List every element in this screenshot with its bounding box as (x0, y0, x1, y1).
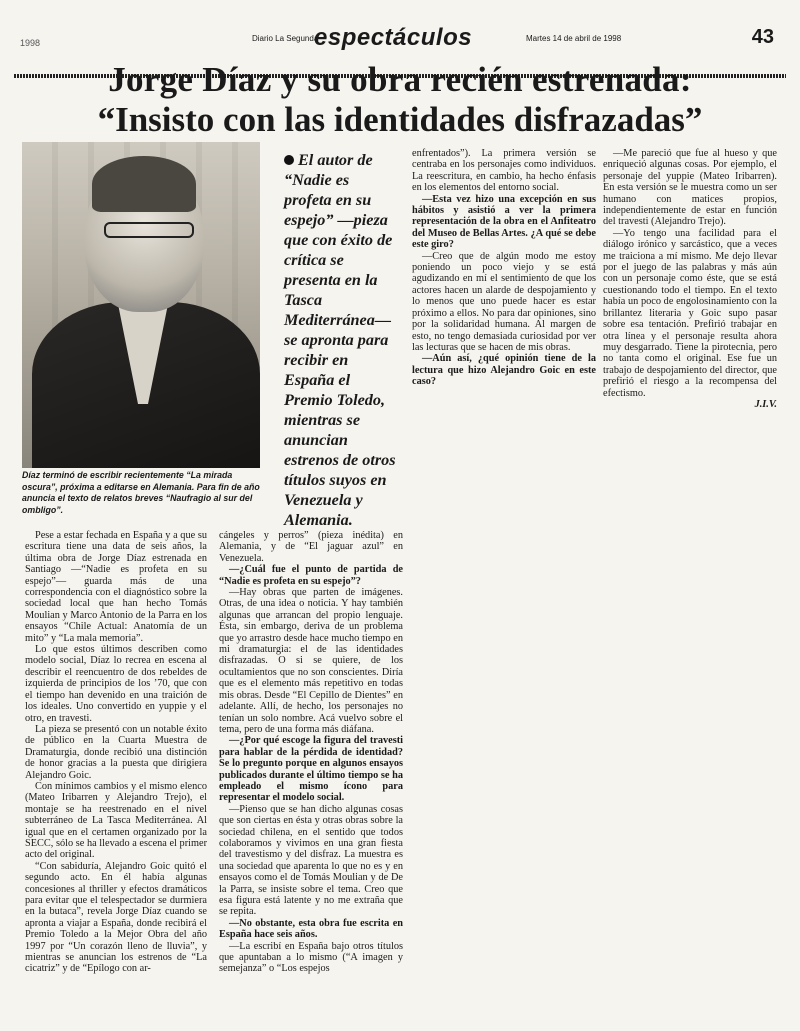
paragraph: La pieza se presentó con un notable éxito de público en la Cuarta Muestra de Dramaturgia, donde recibió una distinción de honor gracias a la puesta que dirigiera Alejandro Goic. (25, 723, 207, 781)
newspaper-name: Diario La Segunda (252, 34, 319, 43)
paragraph: Con mínimos cambios y el mismo elenco (Mateo Iribarren y Alejandro Trejo), el montaje se ha reestrenado en el nivel subterráneo de La Tasca Mediterránea. Al igual que en el certamen organizado por la SECC, sólo se ha llevado a escena el primer acto del original. (25, 780, 207, 861)
interview-question: —No obstante, esta obra fue escrita en España hace seis años. (219, 917, 403, 941)
photo-hair (92, 156, 196, 212)
author-signature: J.I.V. (754, 398, 777, 410)
text-column-3 (412, 148, 596, 388)
text-column-1 (25, 530, 207, 975)
header-left-mark: 1998 (20, 38, 41, 48)
paragraph: —Creo que de algún modo me estoy poniendo un poco viejo y se está agudizando en mí el sentimiento de que los actores hacen un alarde de despojamiento y lo menos que uno puede hacer es estar próximo a ellos. No para dar opiniones, sino por la solidaridad humana. Al margen de esto, no tengo demasiada curiosidad por ver las lecturas que se hacen de mis obras. (412, 250, 596, 353)
interview-question: —¿Cuál fue el punto de partida de “Nadie es profeta en su espejo”? (219, 564, 403, 587)
paragraph: —La escribí en España bajo otros títulos que apuntaban a lo mismo (“A imagen y semejanza” o “Los espejos (219, 940, 403, 975)
paragraph: cángeles y perros” (pieza inédita) en Alemania, y de “El jaguar azul” en Venezuela. (219, 530, 403, 564)
author-photo (22, 142, 260, 468)
headline (14, 60, 786, 140)
photo-caption: Díaz terminó de escribir recientemente “La mirada oscura”, próxima a editarse en Alemania. Para fin de año anuncia el texto de relatos breves “Naufragio al sur del ombligo”. (22, 470, 260, 515)
paragraph: Pese a estar fechada en España y a que su escritura tiene una data de seis años, la última obra de Jorge Díaz estrenada en Santiago —“Nadie es profeta en su espejo”— guarda más de una correspondencia con el diagnóstico sobre la sociedad local que han hecho Tomás Moulian y Marco Antonio de la Parra en los ensayos “Chile Actual: Anatomía de un mito” y “La mala memoria”. (25, 530, 207, 644)
section-title: espectáculos (314, 24, 473, 51)
interview-question: —¿Por qué escoge la figura del travesti para hablar de la pérdida de identidad? Se lo pregunto porque en algunos ensayos publicados durante el último tiempo se ha empleado el mismo ícono para representar el modelo social. (219, 735, 403, 804)
paragraph: Lo que estos últimos describen como modelo social, Díaz lo recrea en escena al describir el reencuentro de dos rebeldes de izquierda de principios de los ’70, que con el tiempo han devenido en una traición de los ideales. Uno convertido en yuppie y el otro, en travesti. (25, 644, 207, 724)
paragraph: —Me pareció que fue al hueso y que enriqueció algunas cosas. Por ejemplo, el personaje del yuppie (Mateo Iribarren). En esta versión se le muestra como un ser humano con matices propios, independientemente de estar en función del travesti (Alejandro Trejo). (603, 148, 777, 228)
page-header (14, 22, 786, 52)
paragraph: —Hay obras que parten de imágenes. Otras, de una idea o noticia. Y hay también algunas que arrancan del propio lenguaje. Ésta, sin embargo, deriva de un problema que yo arrastro desde hace mucho tiempo en mi dramaturgia: el de las identidades disfrazadas. O si se quiere, de los ocultamientos que no son conscientes. Diría que es el elemento más repetitivo en todas mis obras. Desde “El Cepillo de Dientes” en adelante. Allí, de hecho, los personajes no tenían un solo nombre. Acá vuelvo sobre el tema, pero de una forma más diáfana. (219, 587, 403, 735)
issue-date: Martes 14 de abril de 1998 (526, 34, 622, 43)
bullet-icon (284, 155, 294, 165)
interview-question: —Aún así, ¿qué opinión tiene de la lectura que hizo Alejandro Goic en este caso? (412, 353, 596, 388)
headline-line-2: “Insisto con las identidades disfrazadas” (97, 100, 703, 139)
deck-text: El autor de “Nadie es profeta en su espejo” —pieza que con éxito de crítica se presenta en la Tasca Mediterránea— se apronta para recibir en España el Premio Toledo, mientras se anuncian estrenos de otros títulos suyos en Venezuela y Alemania. (284, 151, 396, 529)
page-number: 43 (751, 26, 774, 48)
paragraph: “Con sabiduría, Alejandro Goic quitó el segundo acto. En él había algunas concesiones al thriller y efectos dramáticos para evitar que el telespectador se durmiera en la butaca”, revela Jorge Díaz cuando se apronta a viajar a España, donde recibirá el Premio Toledo a la Mejor Obra del año 1997 por “Un corazón lleno de lluvia”, y mientras se anuncian los estrenos de “La cicatriz” y de “Epílogo con ar- (25, 860, 207, 975)
article-deck (284, 150, 400, 530)
headline-line-1: Jorge Díaz y su obra recién estrenada: (108, 60, 692, 99)
photo-glasses (104, 222, 194, 238)
interview-question: —Esta vez hizo una excepción en sus hábitos y asistió a ver la primera representación de la obra en el Anfiteatro del Museo de Bellas Artes. ¿A qué se debe este giro? (412, 193, 596, 251)
text-column-4 (603, 148, 777, 410)
paragraph: enfrentados”). La primera versión se centraba en los personajes como individuos. La reescritura, en cambio, ha hecho énfasis en los elementos del entorno social. (412, 148, 596, 194)
text-column-2 (219, 530, 403, 975)
paragraph: —Pienso que se han dicho algunas cosas que son ciertas en ésta y otras obras sobre la sociedad chilena, en el sentido que todos colaboramos y vivimos en una gran fiesta del travestismo y del disfraz. La muestra es una sociedad que aparenta lo que no es y en ensayos como el de Tomás Moulian y de De la Parra, se insiste sobre el tema. Creo que esa figura está latente y no me extraña que se repita. (219, 803, 403, 918)
paragraph: —Yo tengo una facilidad para el diálogo irónico y sarcástico, que a veces me traiciona a mí mismo. Me dejo llevar por el juego de las palabras y más aún con un personaje como éste, que se está cuestionando todo el tiempo. En el texto había un poco de engolosinamiento con la brillantez literaria y Goic supo pasar sobre esa tentación. Prefirió trabajar en otra línea y el personaje resulta ahora muy desgarrado. Tiene la pirotecnia, pero no tanta como el original. Ese fue un trabajo de despojamiento del director, que prefirió el riesgo a la recompensa del efectismo. (603, 227, 777, 399)
